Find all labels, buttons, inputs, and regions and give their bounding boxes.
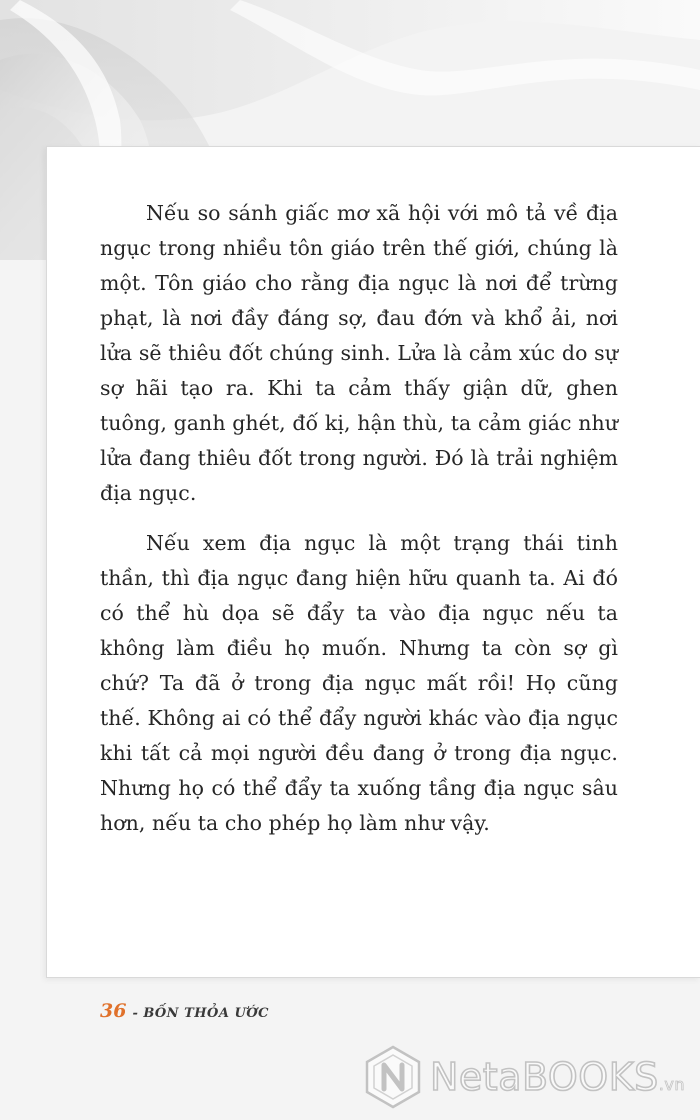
- page-number: 36: [100, 1000, 127, 1022]
- watermark-brand: NetaBOOKS: [430, 1055, 659, 1099]
- page-footer: [100, 1000, 269, 1028]
- watermark: [364, 1044, 685, 1110]
- paragraph-1: Nếu so sánh giấc mơ xã hội với mô tả về địa ngục trong nhiều tôn giáo trên thế giới, chúng là một. Tôn giáo cho rằng địa ngục là nơi để trừng phạt, là nơi đầy đáng sợ, đau đớn và khổ ải, nơi lửa sẽ thiêu đốt chúng sinh. Lửa là cảm xúc do sự sợ hãi tạo ra. Khi ta cảm thấy giận dữ, ghen tuông, ganh ghét, đố kị, hận thù, ta cảm giác như lửa đang thiêu đốt trong người. Đó là trải nghiệm địa ngục.: [100, 201, 618, 505]
- netabooks-logo-icon: [364, 1045, 422, 1109]
- watermark-tld: .vn: [658, 1075, 685, 1094]
- running-title: - BỐN THỎA ƯỚC: [132, 1006, 269, 1021]
- page-content: [100, 196, 618, 841]
- watermark-text: [430, 1055, 685, 1099]
- paragraph-2: Nếu xem địa ngục là một trạng thái tinh thần, thì địa ngục đang hiện hữu quanh ta. Ai đó có thể hù dọa sẽ đẩy ta vào địa ngục nếu ta không làm điều họ muốn. Nhưng ta còn sợ gì chứ? Ta đã ở trong địa ngục mất rồi! Họ cũng thế. Không ai có thể đẩy người khác vào địa ngục khi tất cả mọi người đều đang ở trong địa ngục. Nhưng họ có thể đẩy ta xuống tầng địa ngục sâu hơn, nếu ta cho phép họ làm như vậy.: [100, 531, 618, 835]
